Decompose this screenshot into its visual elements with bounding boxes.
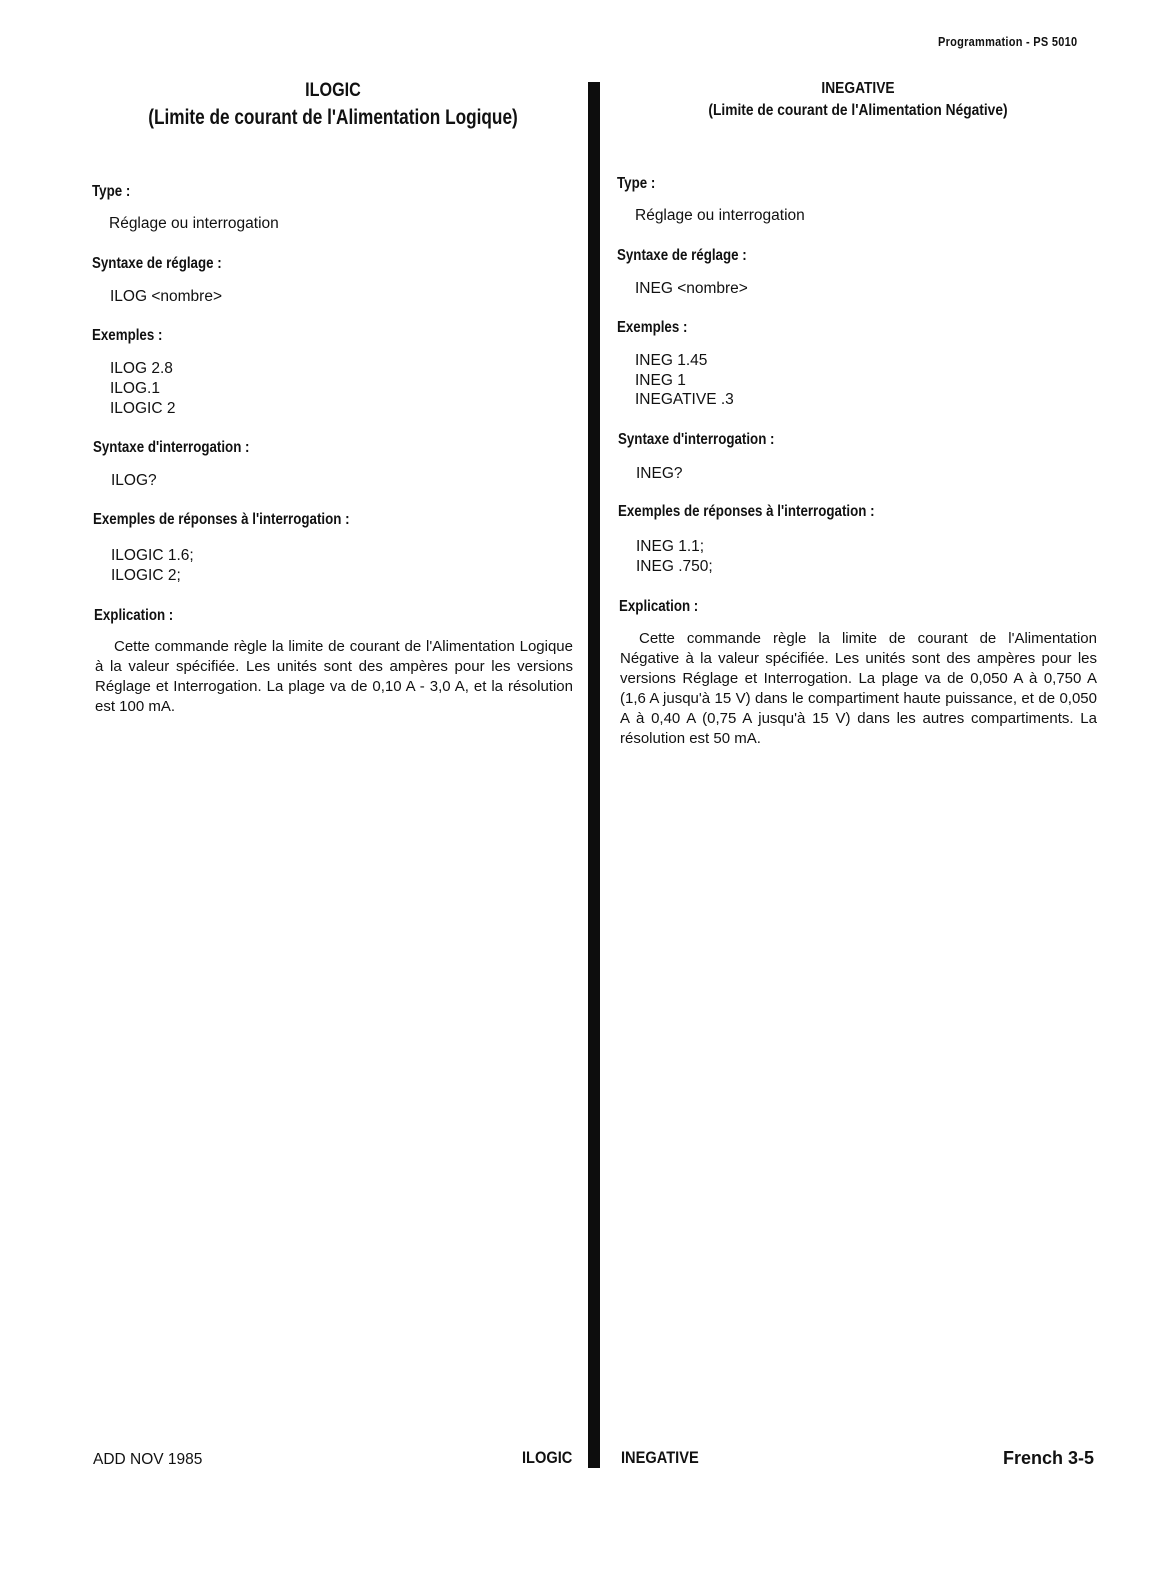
footer-right-command: INEGATIVE <box>621 1448 699 1467</box>
footer-page-number: French 3-5 <box>1003 1448 1095 1468</box>
running-head: Programmation - PS 5010 <box>938 35 1078 49</box>
left-query-syntax-value: ILOG? <box>111 472 157 489</box>
right-command-subtitle: (Limite de courant de l'Alimentation Négative) <box>708 102 1008 119</box>
right-query-syntax-label: Syntaxe d'interrogation : <box>618 431 775 448</box>
right-example-1: INEG 1.45 <box>635 352 708 369</box>
left-example-1: ILOG 2.8 <box>110 360 173 377</box>
right-explanation-label: Explication : <box>619 598 699 615</box>
right-set-syntax-value: INEG <nombre> <box>635 280 748 297</box>
left-response-1: ILOGIC 1.6; <box>111 547 194 564</box>
left-set-syntax-value: ILOG <nombre> <box>110 288 223 305</box>
right-type-value: Réglage ou interrogation <box>635 207 805 224</box>
right-title-block <box>613 80 1103 120</box>
right-examples-label: Exemples : <box>617 319 688 336</box>
left-query-syntax-label: Syntaxe d'interrogation : <box>93 439 250 456</box>
right-type-label: Type : <box>617 175 656 192</box>
right-explanation-text: Cette commande règle la limite de courant de l'Alimentation Négative à la valeur spécifiée. Les unités sont des ampères pour les versions Réglage et Interrogation. La plage va de 0,050 A à 0,750 A (1,6 A jusqu'à 15 V) dans le compartiment haute puissance, et de 0,050 A à 0,40 A (0,75 A jusqu'à 15 V) dans les autres compartiments. La résolution est 50 mA. <box>620 630 1097 747</box>
left-type-value: Réglage ou interrogation <box>109 215 279 232</box>
left-set-syntax-label: Syntaxe de réglage : <box>92 255 222 272</box>
footer-date: ADD NOV 1985 <box>93 1451 203 1468</box>
left-response-2: ILOGIC 2; <box>111 567 181 584</box>
right-example-3: INEGATIVE .3 <box>635 391 734 408</box>
left-responses-label: Exemples de réponses à l'interrogation : <box>93 511 350 528</box>
right-query-syntax-value: INEG? <box>636 465 683 482</box>
left-type-label: Type : <box>92 183 131 200</box>
left-example-3: ILOGIC 2 <box>110 400 176 417</box>
right-set-syntax-label: Syntaxe de réglage : <box>617 247 747 264</box>
right-responses-label: Exemples de réponses à l'interrogation : <box>618 503 875 520</box>
left-explanation-text: Cette commande règle la limite de courant de l'Alimentation Logique à la valeur spécifiée. Les unités sont des ampères pour les versions Réglage et Interrogation. La plage va de 0,10 A - 3,0 A, et la résolution est 100 mA. <box>95 638 573 715</box>
left-command-subtitle: (Limite de courant de l'Alimentation Logique) <box>148 106 518 129</box>
right-response-2: INEG .750; <box>636 558 713 575</box>
left-command-title: ILOGIC <box>305 80 361 101</box>
right-example-2: INEG 1 <box>635 372 686 389</box>
column-divider-bar <box>588 82 600 1468</box>
left-example-2: ILOG.1 <box>110 380 160 397</box>
left-title-block <box>88 80 578 130</box>
footer-left-command: ILOGIC <box>522 1448 573 1467</box>
right-command-title: INEGATIVE <box>821 80 895 97</box>
left-examples-label: Exemples : <box>92 327 163 344</box>
left-explanation-label: Explication : <box>94 607 174 624</box>
right-response-1: INEG 1.1; <box>636 538 705 555</box>
